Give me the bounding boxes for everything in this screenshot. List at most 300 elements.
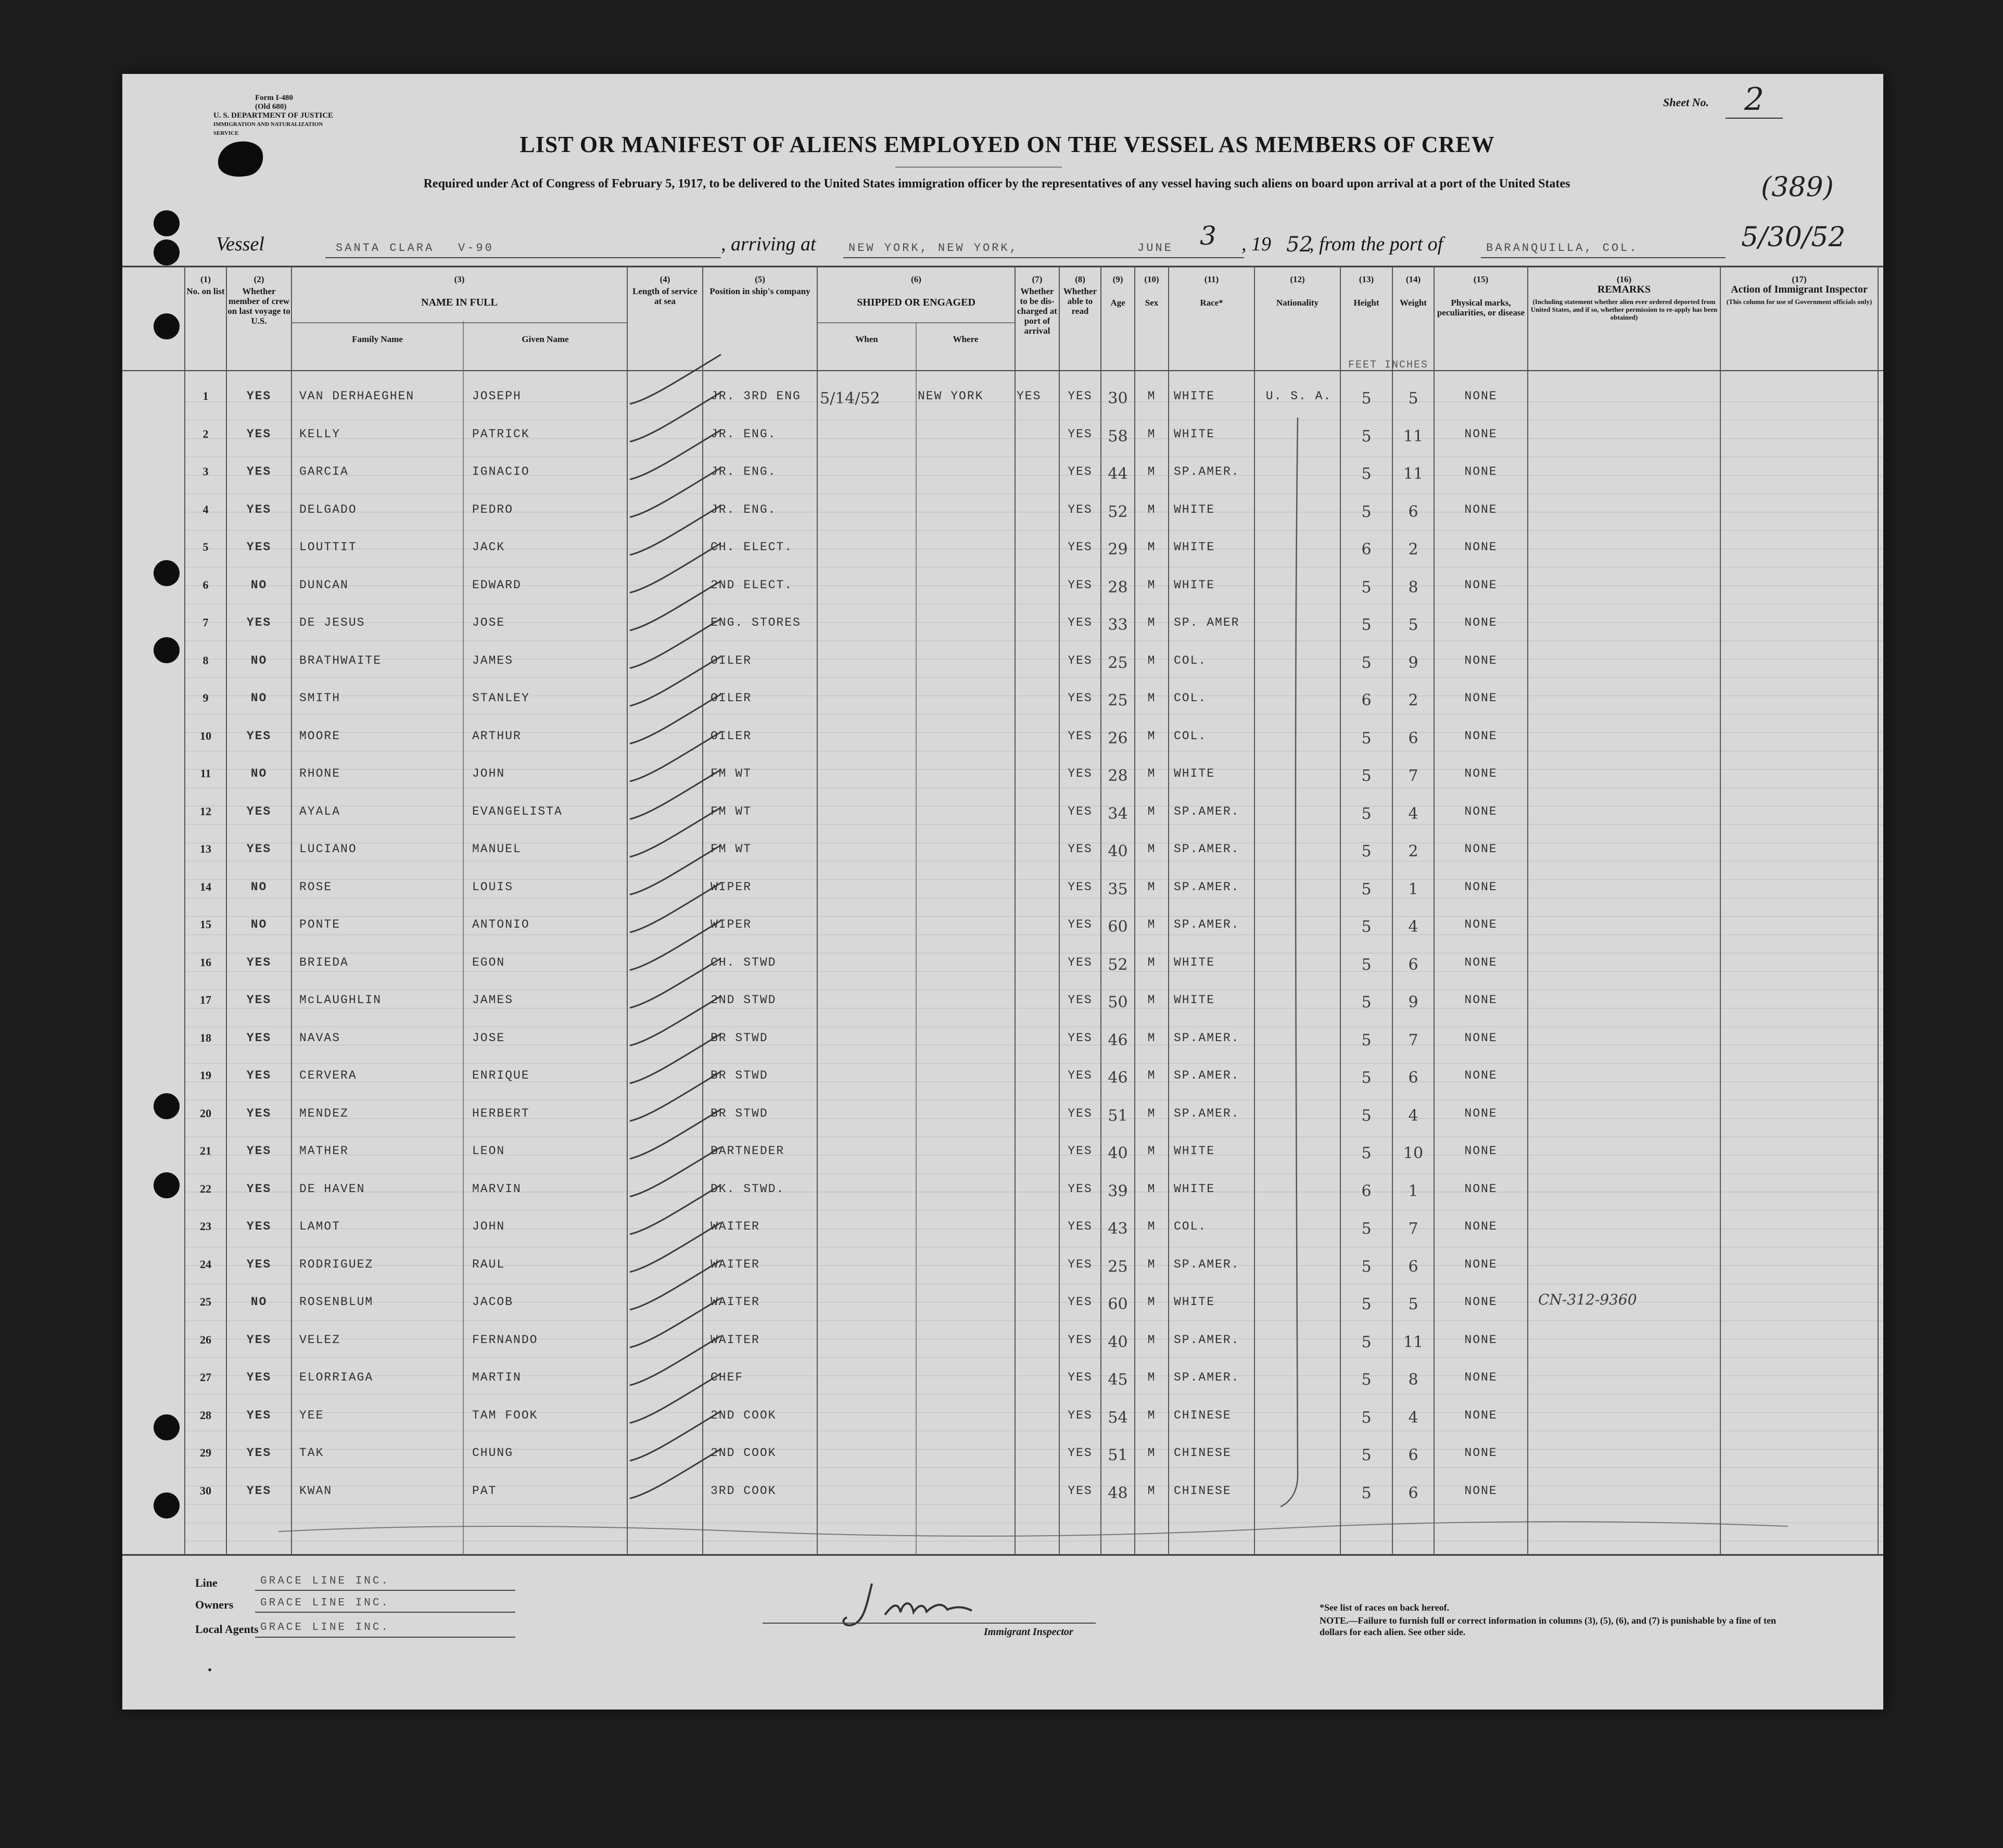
race: WHITE [1174, 993, 1215, 1007]
height-feet: 5 [1361, 653, 1372, 672]
arrival-month: JUNE [1137, 242, 1173, 255]
sex: M [1147, 1257, 1156, 1271]
race: SP.AMER. [1174, 842, 1240, 856]
discharged: YES [1017, 389, 1042, 403]
column-header: Sex [1145, 298, 1159, 308]
height-inches: 9 [1408, 993, 1418, 1011]
given-name: MARTIN [472, 1371, 522, 1384]
column-number: (14) [1405, 274, 1421, 284]
given-name: JACOB [472, 1295, 514, 1309]
age: 34 [1108, 804, 1128, 823]
physical-marks: NONE [1464, 1333, 1498, 1347]
last-voyage: YES [246, 616, 272, 629]
height-feet: 5 [1361, 1069, 1372, 1087]
last-voyage: NO [250, 880, 268, 894]
physical-marks: NONE [1464, 804, 1498, 818]
family-name: TAK [299, 1446, 324, 1460]
last-voyage: YES [246, 804, 272, 818]
vessel-label: Vessel [216, 233, 264, 255]
race: SP. AMER [1174, 616, 1240, 629]
able-to-read: YES [1068, 1295, 1093, 1309]
sheet-number: 2 [1726, 81, 1783, 119]
sex: M [1147, 578, 1156, 592]
able-to-read: YES [1068, 1408, 1093, 1422]
sex: M [1147, 767, 1156, 780]
family-name: ROSENBLUM [299, 1295, 374, 1309]
able-to-read: YES [1068, 1371, 1093, 1384]
row-number: 19 [200, 1069, 211, 1082]
height-feet: 5 [1361, 918, 1372, 936]
race: WHITE [1174, 1295, 1215, 1309]
height-feet: 5 [1361, 1144, 1372, 1162]
column-subheader: Given Name [522, 334, 569, 344]
last-voyage: YES [246, 1408, 272, 1422]
physical-marks: NONE [1464, 1069, 1498, 1082]
age: 51 [1108, 1106, 1128, 1125]
service-name: IMMIGRATION AND NATURALIZATION SERVICE [213, 121, 323, 136]
sex: M [1147, 691, 1156, 705]
column-number: (17) [1792, 274, 1807, 284]
given-name: IGNACIO [472, 465, 530, 478]
sex: M [1147, 1144, 1156, 1158]
last-voyage: YES [246, 1220, 272, 1233]
height-feet: 5 [1361, 1257, 1372, 1276]
vessel-name: SANTA CLARA [336, 242, 435, 255]
position: OILER [711, 653, 752, 667]
last-voyage: YES [246, 1257, 272, 1271]
row-number: 10 [200, 729, 211, 742]
able-to-read: YES [1068, 616, 1093, 629]
able-to-read: YES [1068, 578, 1093, 592]
row-number: 1 [202, 389, 209, 402]
row-number: 27 [200, 1371, 211, 1384]
sex: M [1147, 1295, 1156, 1309]
family-name: RODRIGUEZ [299, 1257, 374, 1271]
ditto-line [1281, 417, 1298, 1507]
shipped-when: 5/14/52 [820, 389, 880, 408]
able-to-read: YES [1068, 1220, 1093, 1233]
column-header: REMARKS [1597, 284, 1651, 295]
last-voyage: YES [246, 1446, 272, 1460]
physical-marks: NONE [1464, 502, 1498, 516]
able-to-read: YES [1068, 540, 1093, 554]
height-inches: 4 [1408, 1408, 1418, 1427]
sex: M [1147, 1031, 1156, 1045]
height-inches: 1 [1408, 880, 1418, 898]
nationality: U. S. A. [1265, 389, 1332, 403]
able-to-read: YES [1068, 502, 1093, 516]
last-voyage: YES [246, 842, 272, 856]
position: FM WT [711, 767, 752, 780]
race: CHINESE [1174, 1484, 1232, 1498]
position: WAITER [711, 1295, 760, 1309]
height-inches: 5 [1408, 1295, 1418, 1313]
column-header: Action of Immigrant Inspector [1731, 284, 1868, 295]
last-voyage: YES [246, 955, 272, 969]
column-number: (4) [660, 274, 670, 284]
position: BR STWD [711, 1031, 768, 1045]
family-name: YEE [299, 1408, 324, 1422]
family-name: McLAUGHLIN [299, 993, 382, 1007]
position: WAITER [711, 1220, 760, 1233]
column-header: Position in ship's company [709, 286, 810, 296]
sex: M [1147, 918, 1156, 931]
form-old-number: (Old 680) [255, 103, 287, 111]
height-feet: 5 [1361, 767, 1372, 785]
given-name: JAMES [472, 993, 514, 1007]
height-feet: 5 [1361, 993, 1372, 1011]
age: 46 [1108, 1069, 1128, 1087]
column-header: No. on list [186, 286, 225, 296]
position: JR. ENG. [711, 427, 777, 441]
last-voyage: YES [246, 1182, 272, 1196]
height-feet: 5 [1361, 465, 1372, 483]
position: OILER [711, 691, 752, 705]
height-inches: 4 [1408, 1106, 1418, 1125]
last-voyage: YES [246, 1484, 272, 1498]
position: JR. ENG. [711, 465, 777, 478]
row-number: 18 [200, 1031, 211, 1044]
position: BARTNEDER [711, 1144, 785, 1158]
race: WHITE [1174, 955, 1215, 969]
column-number: (10) [1144, 274, 1159, 284]
family-name: LAMOT [299, 1220, 341, 1233]
race: WHITE [1174, 540, 1215, 554]
physical-marks: NONE [1464, 1182, 1498, 1196]
height-feet: 5 [1361, 1295, 1372, 1313]
column-subheader: Where [953, 334, 979, 344]
row-number: 13 [200, 842, 211, 855]
family-name: ELORRIAGA [299, 1371, 374, 1384]
age: 29 [1108, 540, 1128, 559]
family-name: DUNCAN [299, 578, 349, 592]
given-name: PAT [472, 1484, 497, 1498]
column-number: (12) [1290, 274, 1305, 284]
family-name: LOUTTIT [299, 540, 357, 554]
last-voyage: YES [246, 1031, 272, 1045]
physical-marks: NONE [1464, 993, 1498, 1007]
able-to-read: YES [1068, 955, 1093, 969]
family-name: PONTE [299, 918, 341, 931]
height-inches: 6 [1408, 1446, 1418, 1464]
last-voyage: NO [250, 578, 268, 592]
row-number: 15 [200, 918, 211, 931]
height-inches: 8 [1408, 578, 1418, 597]
column-subheader: When [855, 334, 878, 344]
age: 30 [1108, 389, 1128, 408]
row-number: 20 [200, 1106, 211, 1120]
voyage-number: V-90 [458, 242, 494, 255]
physical-marks: NONE [1464, 1371, 1498, 1384]
position: 2ND COOK [711, 1408, 777, 1422]
height-inches: 6 [1408, 729, 1418, 748]
column-header: SHIPPED OR ENGAGED [857, 297, 975, 308]
owners-label: Owners [195, 1598, 234, 1611]
row-number: 14 [200, 880, 211, 893]
sex: M [1147, 1069, 1156, 1082]
height-feet: 6 [1361, 691, 1372, 710]
age: 50 [1108, 993, 1128, 1011]
position: 2ND STWD [711, 993, 777, 1007]
given-name: CHUNG [472, 1446, 514, 1460]
height-inches: 6 [1408, 1257, 1418, 1276]
height-feet: 5 [1361, 1220, 1372, 1238]
row-number: 28 [200, 1408, 211, 1422]
able-to-read: YES [1068, 1484, 1093, 1498]
position: WIPER [711, 918, 752, 931]
race: SP.AMER. [1174, 1069, 1240, 1082]
position: 3RD COOK [711, 1484, 777, 1498]
family-name: RHONE [299, 767, 341, 780]
page-title: LIST OR MANIFEST OF ALIENS EMPLOYED ON THE VESSEL AS MEMBERS OF CREW [519, 132, 1495, 157]
column-header: NAME IN FULL [421, 297, 498, 308]
column-header: Height [1353, 298, 1379, 308]
race: COL. [1174, 653, 1207, 667]
physical-marks: NONE [1464, 955, 1498, 969]
height-inches: 11 [1403, 465, 1424, 483]
service-check-mark [630, 355, 721, 404]
physical-marks: NONE [1464, 540, 1498, 554]
column-number: (6) [911, 274, 921, 284]
family-name: MOORE [299, 729, 341, 743]
position: 2ND ELECT. [711, 578, 793, 592]
sex: M [1147, 427, 1156, 441]
position: CHEF [711, 1371, 744, 1384]
able-to-read: YES [1068, 842, 1093, 856]
age: 45 [1108, 1371, 1128, 1389]
physical-marks: NONE [1464, 1144, 1498, 1158]
family-name: VAN DERHAEGHEN [299, 389, 415, 403]
height-units: FEET INCHES [1348, 359, 1429, 371]
row-number: 3 [202, 465, 209, 478]
row-number: 5 [202, 540, 209, 553]
position: BR STWD [711, 1069, 768, 1082]
age: 28 [1108, 767, 1128, 785]
race: WHITE [1174, 1144, 1215, 1158]
last-voyage: NO [250, 653, 268, 667]
race: SP.AMER. [1174, 880, 1240, 894]
physical-marks: NONE [1464, 1408, 1498, 1422]
column-number: (16) [1616, 274, 1632, 284]
able-to-read: YES [1068, 465, 1093, 478]
height-feet: 5 [1361, 1484, 1372, 1502]
height-feet: 5 [1361, 1446, 1372, 1464]
able-to-read: YES [1068, 880, 1093, 894]
age: 46 [1108, 1031, 1128, 1049]
row-number: 23 [200, 1220, 211, 1233]
height-feet: 5 [1361, 502, 1372, 521]
row-number: 17 [200, 993, 211, 1006]
race: WHITE [1174, 389, 1215, 403]
race: CHINESE [1174, 1408, 1232, 1422]
last-voyage: YES [246, 1144, 272, 1158]
row-number: 24 [200, 1257, 211, 1271]
physical-marks: NONE [1464, 918, 1498, 931]
family-name: SMITH [299, 691, 341, 705]
family-name: BRATHWAITE [299, 653, 382, 667]
age: 52 [1108, 502, 1128, 521]
age: 25 [1108, 1257, 1128, 1276]
race: WHITE [1174, 578, 1215, 592]
column-number: (5) [755, 274, 765, 284]
sex: M [1147, 880, 1156, 894]
position: CH. STWD [711, 955, 777, 969]
position: ENG. STORES [711, 616, 801, 629]
family-name: KWAN [299, 1484, 333, 1498]
given-name: ARTHUR [472, 729, 522, 743]
family-name: GARCIA [299, 465, 349, 478]
row-number: 8 [202, 653, 209, 667]
height-feet: 5 [1361, 1333, 1372, 1351]
arriving-port: NEW YORK, NEW YORK, [848, 242, 1019, 255]
last-voyage: YES [246, 502, 272, 516]
owners-underline [255, 1612, 515, 1613]
race: SP.AMER. [1174, 918, 1240, 931]
last-voyage: YES [246, 1106, 272, 1120]
column-header: Whether member of crew on last voyage to U.S. [227, 286, 290, 326]
last-voyage: YES [246, 729, 272, 743]
physical-marks: NONE [1464, 389, 1498, 403]
column-header: Weight [1400, 298, 1427, 308]
last-voyage: NO [250, 691, 268, 705]
column-header: Whether to be dis-charged at port of arrival [1017, 286, 1057, 336]
able-to-read: YES [1068, 993, 1093, 1007]
physical-marks: NONE [1464, 729, 1498, 743]
given-name: ANTONIO [472, 918, 530, 931]
last-voyage: YES [246, 1333, 272, 1347]
height-inches: 5 [1408, 389, 1418, 408]
age: 54 [1108, 1408, 1128, 1427]
inspector-label: Immigrant Inspector [984, 1626, 1073, 1638]
age: 40 [1108, 842, 1128, 860]
physical-marks: NONE [1464, 1484, 1498, 1498]
sex: M [1147, 389, 1156, 403]
family-name: NAVAS [299, 1031, 341, 1045]
column-header: Race* [1200, 298, 1223, 308]
column-number: (3) [454, 274, 465, 284]
family-name: LUCIANO [299, 842, 357, 856]
height-feet: 5 [1361, 729, 1372, 748]
agents-underline [255, 1637, 515, 1638]
given-name: LOUIS [472, 880, 514, 894]
position: JR. ENG. [711, 502, 777, 516]
age: 25 [1108, 691, 1128, 710]
shipped-where: NEW YORK [918, 389, 984, 403]
height-inches: 2 [1408, 540, 1418, 559]
able-to-read: YES [1068, 1106, 1093, 1120]
given-name: MANUEL [472, 842, 522, 856]
height-feet: 5 [1361, 1408, 1372, 1427]
age: 43 [1108, 1220, 1128, 1238]
height-inches: 7 [1408, 767, 1418, 785]
family-name: DE HAVEN [299, 1182, 365, 1196]
able-to-read: YES [1068, 691, 1093, 705]
last-voyage: YES [246, 465, 272, 478]
height-feet: 5 [1361, 804, 1372, 823]
age: 33 [1108, 616, 1128, 634]
page-subtitle: Required under Act of Congress of February 5, 1917, to be delivered to the United States immigration officer by the representatives of any vessel having such aliens on board upon arrival at a port of the United States [423, 177, 1570, 191]
sex: M [1147, 465, 1156, 478]
physical-marks: NONE [1464, 1295, 1498, 1309]
able-to-read: YES [1068, 1333, 1093, 1347]
height-inches: 5 [1408, 616, 1418, 634]
sex: M [1147, 1446, 1156, 1460]
departure-port: BARANQUILLA, COL. [1486, 242, 1639, 255]
able-to-read: YES [1068, 1069, 1093, 1082]
sheet-label: Sheet No. [1663, 96, 1709, 109]
corner-note: (389) [1761, 172, 1834, 203]
family-name: AYALA [299, 804, 341, 818]
row-number: 29 [200, 1446, 211, 1459]
sex: M [1147, 1220, 1156, 1233]
manifest-sheet [122, 74, 1883, 1710]
height-feet: 5 [1361, 389, 1372, 408]
family-name: DE JESUS [299, 616, 365, 629]
given-name: TAM FOOK [472, 1408, 538, 1422]
last-voyage: YES [246, 1371, 272, 1384]
age: 35 [1108, 880, 1128, 898]
height-feet: 6 [1361, 540, 1372, 559]
height-inches: 6 [1408, 502, 1418, 521]
sex: M [1147, 1182, 1156, 1196]
row-number: 6 [202, 578, 209, 591]
column-header-note: (This column for use of Government officials only) [1726, 298, 1872, 306]
able-to-read: YES [1068, 918, 1093, 931]
row-number: 4 [202, 502, 209, 516]
age: 26 [1108, 729, 1128, 748]
arriving-label: , arriving at [721, 233, 816, 255]
sex: M [1147, 804, 1156, 818]
given-name: JACK [472, 540, 505, 554]
family-name: CERVERA [299, 1069, 357, 1082]
last-voyage: YES [246, 389, 272, 403]
race: SP.AMER. [1174, 1257, 1240, 1271]
age: 58 [1108, 427, 1128, 446]
race: WHITE [1174, 502, 1215, 516]
given-name: FERNANDO [472, 1333, 538, 1347]
column-header: Nationality [1276, 298, 1319, 308]
given-name: JOHN [472, 1220, 505, 1233]
sex: M [1147, 1408, 1156, 1422]
form-number: Form I-480 [255, 94, 293, 102]
sex: M [1147, 1333, 1156, 1347]
race: COL. [1174, 691, 1207, 705]
family-name: MATHER [299, 1144, 349, 1158]
given-name: HERBERT [472, 1106, 530, 1120]
column-number: (9) [1112, 274, 1123, 284]
arrival-day: 3 [1200, 221, 1216, 251]
able-to-read: YES [1068, 1446, 1093, 1460]
physical-marks: NONE [1464, 1220, 1498, 1233]
physical-marks: NONE [1464, 578, 1498, 592]
column-number: (15) [1473, 274, 1489, 284]
column-header: Length of service at sea [632, 286, 698, 306]
family-name: BRIEDA [299, 955, 349, 969]
able-to-read: YES [1068, 1257, 1093, 1271]
position: DK. STWD. [711, 1182, 785, 1196]
age: 40 [1108, 1144, 1128, 1162]
sex: M [1147, 842, 1156, 856]
given-name: JOSEPH [472, 389, 522, 403]
able-to-read: YES [1068, 653, 1093, 667]
able-to-read: YES [1068, 1144, 1093, 1158]
able-to-read: YES [1068, 1182, 1093, 1196]
column-header: Age [1110, 298, 1125, 308]
arrival-year: 52 [1286, 233, 1313, 257]
row-number: 16 [200, 955, 211, 969]
race: WHITE [1174, 767, 1215, 780]
given-name: JOHN [472, 767, 505, 780]
